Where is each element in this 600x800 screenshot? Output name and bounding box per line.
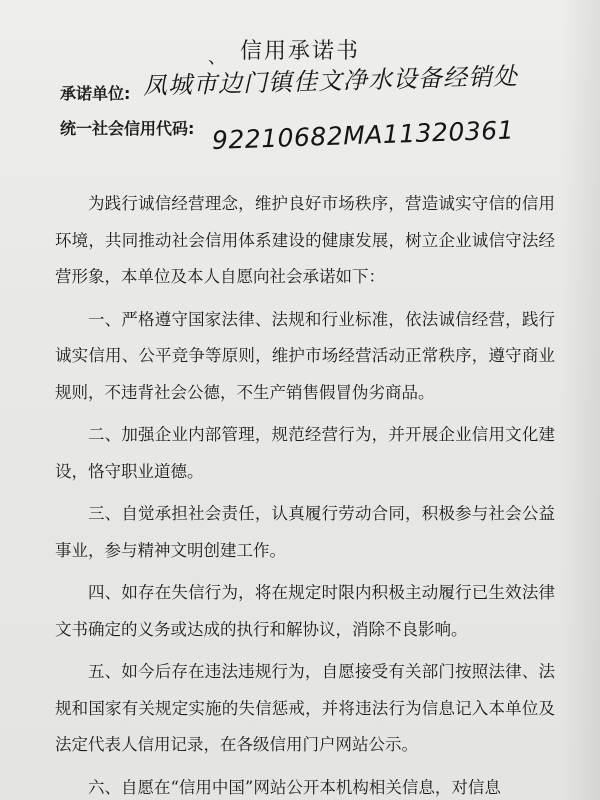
title-mark: 、 (208, 47, 226, 68)
credit-code-label: 统一社会信用代码: (60, 119, 195, 138)
credit-code-value: 92210682MA11320361 (211, 115, 515, 155)
paragraph: 五、如今后存在违法违规行为，自愿接受有关部门按照法律、法规和国家有关规定实施的失信惩戒，并将违法行为信息记入本单位及法定代表人信用记录，在各级信用门户网站公示。 (55, 662, 555, 754)
unit-value: 凤城市边门镇佳文净水设备经销处 (142, 62, 519, 100)
unit-label: 承诺单位: (60, 84, 131, 103)
paragraph: 一、严格遵守国家法律、法规和行业标准，依法诚信经营，践行诚实信用、公平竞争等原则，维护市场经营活动正常秩序，遵守商业规则，不违背社会公德，不生产销售假冒伪劣商品。 (55, 309, 555, 402)
page-title: 信用承诺书 (239, 39, 360, 64)
page-shadow (560, 0, 600, 800)
paragraph: 二、加强企业内部管理，规范经营行为，并开展企业信用文化建设，恪守职业道德。 (55, 425, 555, 481)
commitment-body (55, 186, 555, 800)
paragraph: 为践行诚信经营理念，维护良好市场秩序，营造诚实守信的信用环境，共同推动社会信用体系建设的健康发展，树立企业诚信守法经营形象，本单位及本人自愿向社会承诺如下： (55, 194, 555, 286)
paragraph: 三、自觉承担社会责任，认真履行劳动合同，积极参与社会公益事业，参与精神文明创建工作。 (55, 504, 555, 560)
paragraph: 六、自愿在“信用中国”网站公开本机构相关信息，对信息 (88, 777, 501, 797)
paragraph: 四、如存在失信行为，将在规定时限内积极主动履行已生效法律文书确定的义务或达成的执行和解协议，消除不良影响。 (55, 583, 555, 639)
